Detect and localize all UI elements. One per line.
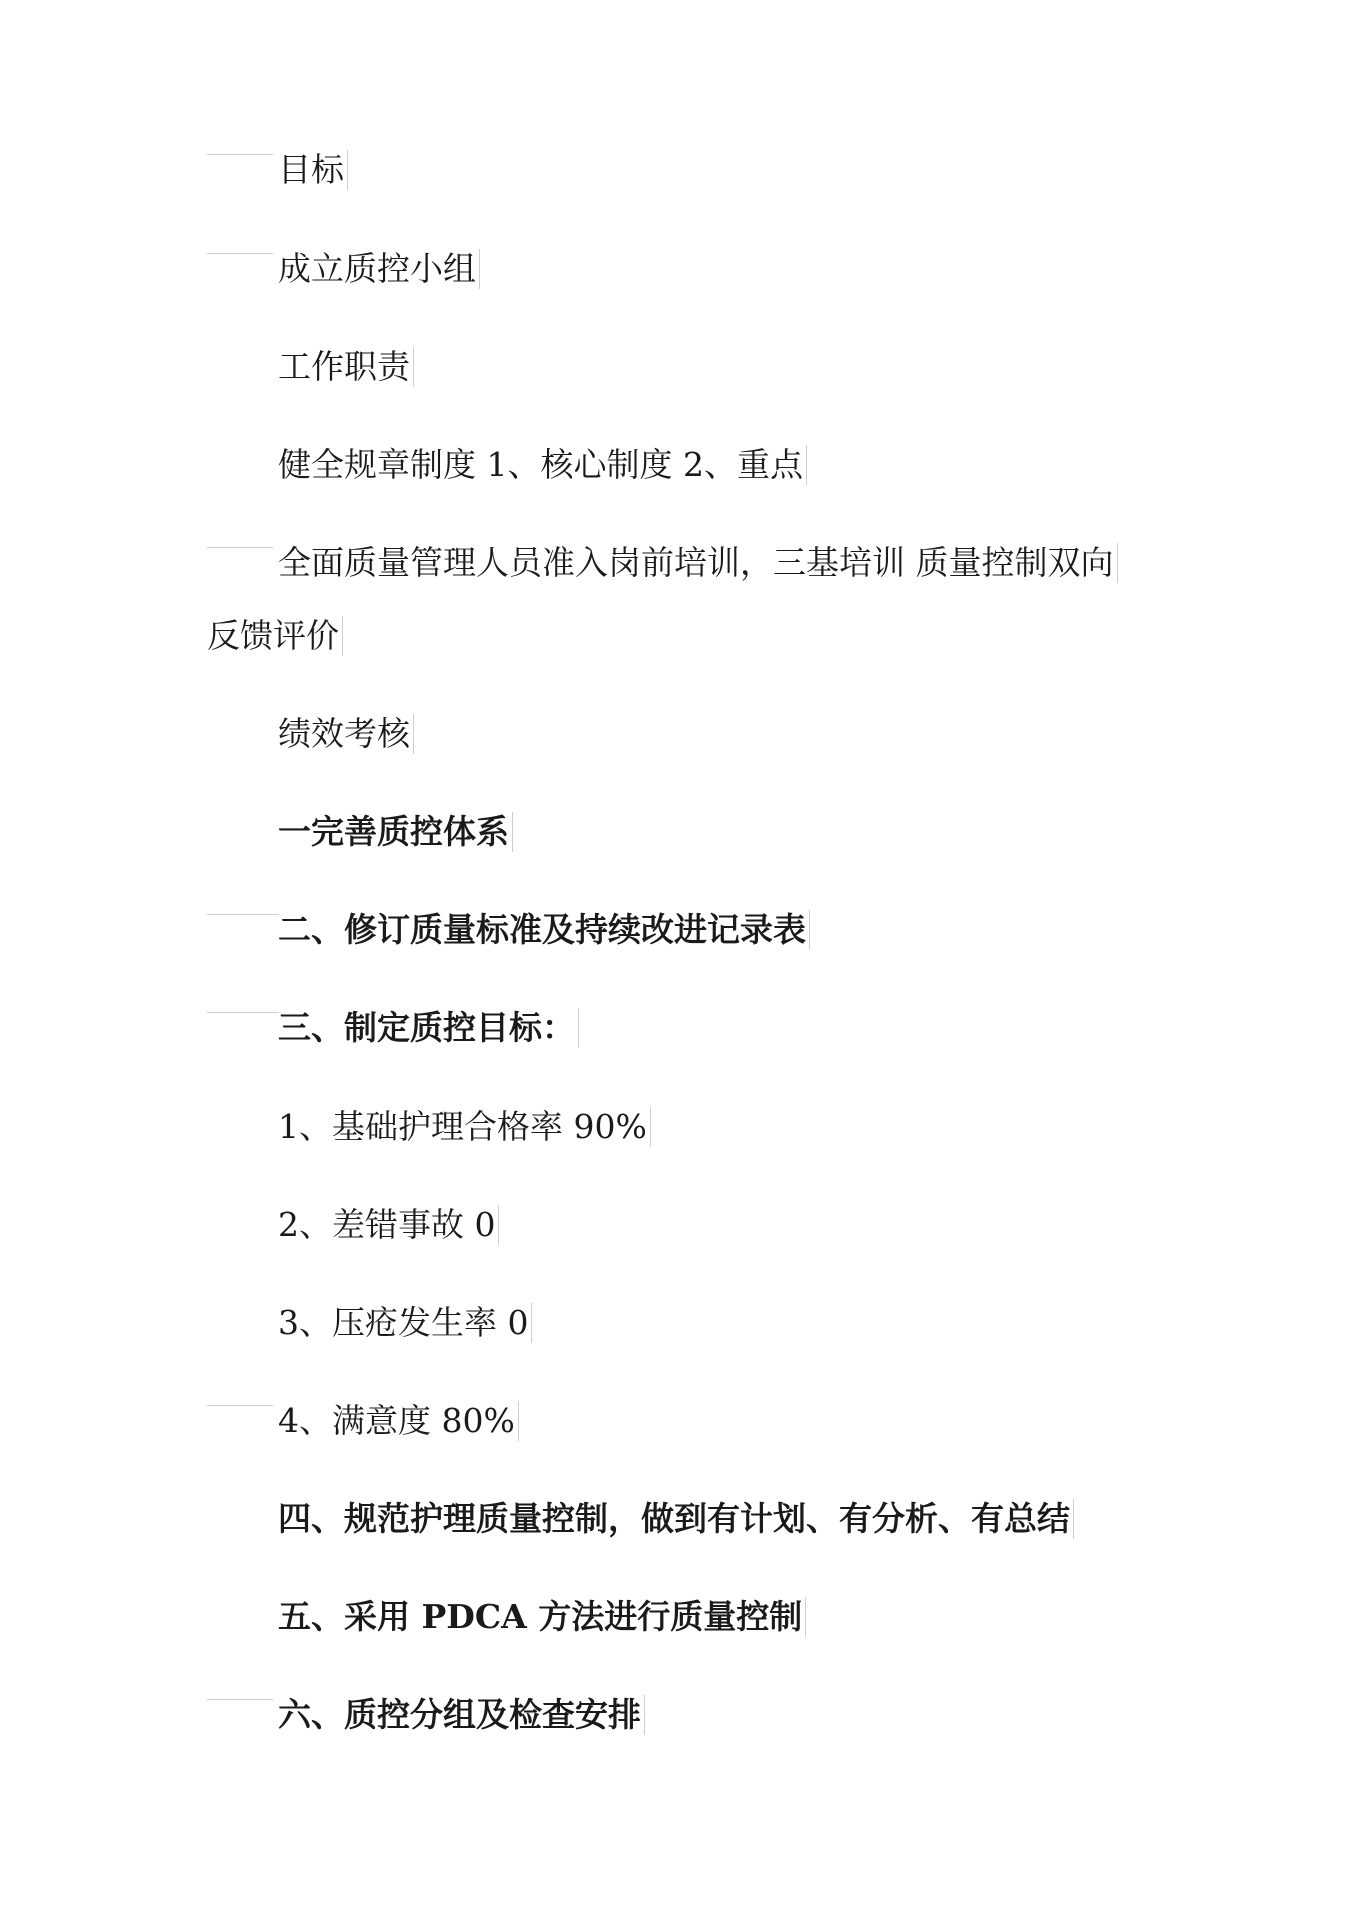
margin-rule [207,1012,279,1013]
line-rules-system: 健全规章制度 1、核心制度 2、重点 [278,445,807,485]
margin-rule [207,154,273,155]
list-item-4: 4、满意度 80% [278,1401,519,1441]
list-item-3: 3、压疮发生率 0 [278,1303,532,1343]
margin-rule [207,914,279,915]
heading-4: 四、规范护理质量控制，做到有计划、有分析、有总结 [278,1499,1074,1539]
line-form-qc-group: 成立质控小组 [278,249,480,289]
line-performance-assessment: 绩效考核 [278,714,414,754]
heading-3: 三、制定质控目标： [278,1008,579,1048]
heading-2: 二、修订质量标准及持续改进记录表 [278,910,810,950]
heading-1: 一完善质控体系 [278,812,513,852]
heading-5: 五、采用 PDCA 方法进行质量控制 [278,1597,806,1637]
line-feedback-evaluation: 反馈评价 [207,616,343,656]
heading-6: 六、质控分组及检查安排 [278,1695,645,1735]
list-item-1: 1、基础护理合格率 90% [278,1107,651,1147]
line-total-quality-management: 全面质量管理人员准入岗前培训，三基培训 质量控制双向 [278,543,1118,583]
line-goal: 目标 [278,150,348,190]
margin-rule [207,253,273,254]
margin-rule [207,1405,273,1406]
margin-rule [207,547,273,548]
margin-rule [207,1699,273,1700]
line-job-duties: 工作职责 [278,347,414,387]
list-item-2: 2、差错事故 0 [278,1205,499,1245]
